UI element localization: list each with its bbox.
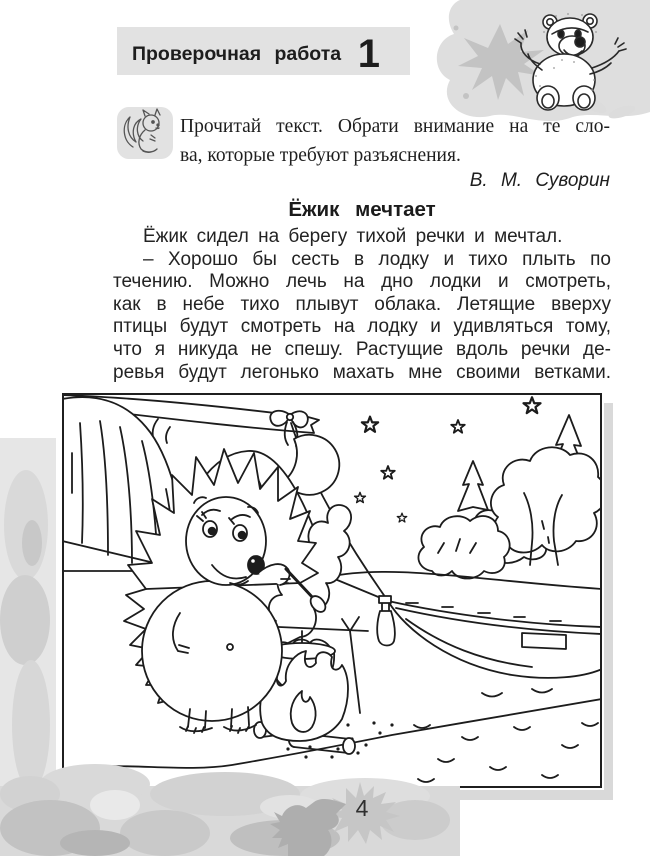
author-name: В. М. Суворин [469, 170, 610, 191]
story-line: ревья будут легонько махать мне своими ветками. [113, 361, 611, 383]
story-line: птицы будут смотреть на лодку и удивляться тому, [113, 316, 611, 338]
task-instruction-line: Прочитай текст. Обрати внимание на те сло- [180, 116, 610, 137]
lesson-header-number: 1 [357, 32, 380, 76]
watercolor-blob [22, 520, 42, 566]
story-illustration [62, 393, 602, 788]
page-number: 4 [355, 795, 369, 821]
illustration-shadow [604, 403, 613, 794]
task-instruction-line: ва, которые требуют разъяснения. [180, 145, 461, 166]
story-text [113, 226, 611, 384]
story-illustration-svg [64, 395, 600, 786]
story-line: течению. Можно лечь на дно лодки и смотреть, [113, 271, 611, 293]
watercolor-blob [0, 575, 50, 665]
story-line: что я никуда не спешу. Растущие вдоль речки де- [113, 338, 611, 360]
lesson-header [117, 27, 410, 75]
story-line: – Хорошо бы сесть в лодку и тихо плыть по [143, 248, 611, 270]
task-instruction [180, 112, 610, 170]
hedgehog-silhouette-icon [268, 780, 408, 856]
story-line: как в небе тихо плывут облака. Летящие вверху [113, 293, 611, 315]
watercolor-blob [12, 660, 50, 790]
story-line: Ёжик сидел на берегу тихой речки и мечтал. [143, 226, 563, 247]
bear-icon [498, 10, 638, 112]
task-icon-box [117, 107, 173, 159]
squirrel-icon [117, 107, 173, 159]
story-title: Ёжик мечтает [288, 198, 436, 221]
lesson-header-title: Проверочная работа [132, 43, 342, 65]
trees [418, 415, 600, 579]
